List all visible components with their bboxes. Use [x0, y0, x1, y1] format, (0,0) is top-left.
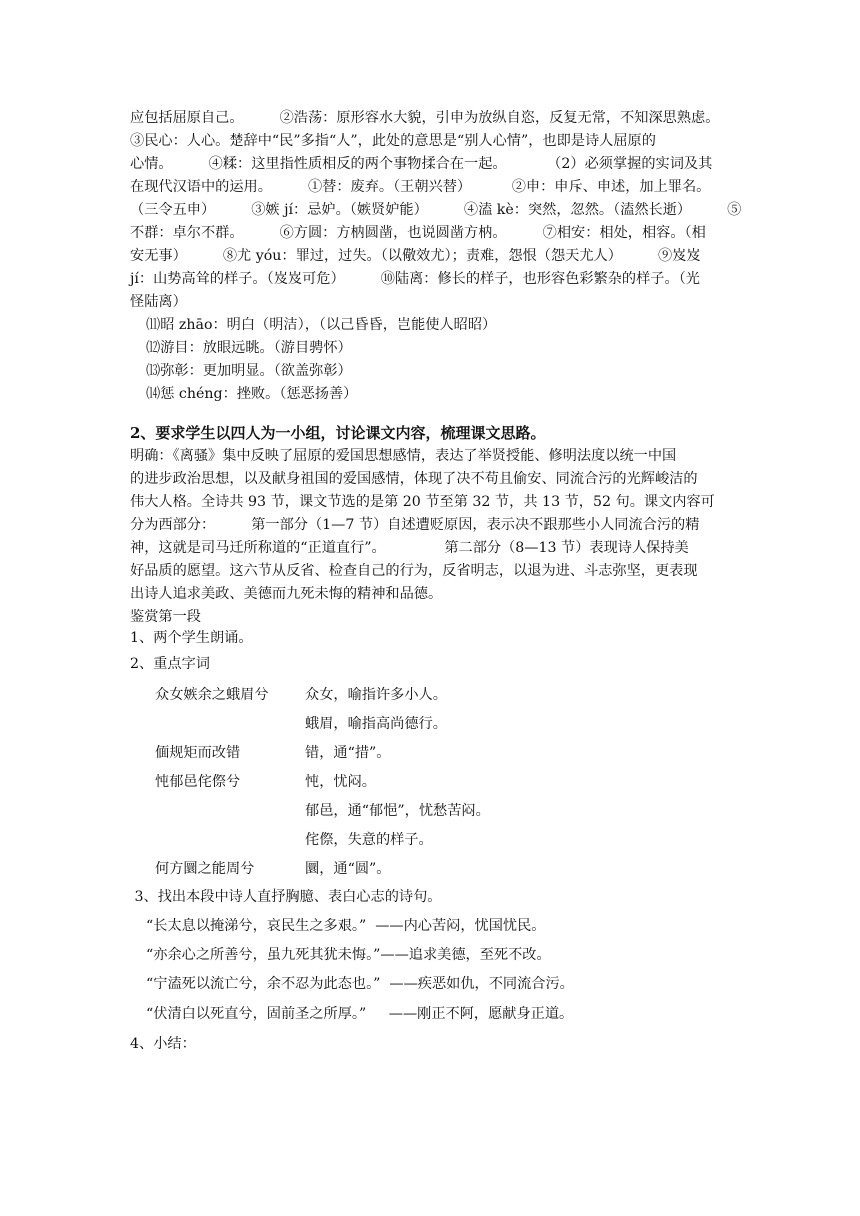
para1-line: jí：山势高耸的样子。（岌岌可危） ⑩陆离：修长的样子，也形容色彩繁杂的样子。（光 — [130, 271, 700, 287]
para1-line: 应包括屈原自己。 ②浩荡：原形容水大貌，引申为放纵自恣，反复无常，不知深思熟虑。 — [130, 110, 720, 126]
vocab-extra-item: ⒁惩 chéng：挫败。（惩恶扬善） — [146, 386, 358, 402]
section2-heading: 2、要求学生以四人为一小组，讨论课文内容，梳理课文思路。 — [130, 424, 546, 442]
step-4: 4、小结： — [130, 1036, 196, 1052]
step-1: 1、两个学生朗诵。 — [130, 630, 253, 646]
para2-line: 神，这就是司马迁所称道的“正道直行”。 第二部分（8—13 节）表现诗人保持美 — [130, 540, 689, 556]
para1-line: 心情。 ④糅：这里指性质相反的两个事物揉合在一起。 （2）必须掌握的实词及其 — [130, 156, 713, 172]
para1-line: 在现代汉语中的运用。 ①替：废弃。（王朝兴替） ②申：申斥、申述，加上罪名。 — [130, 179, 711, 195]
para1-line: （三令五申） ③嫉 jí：忌妒。（嫉贤妒能） ④溘 kè：突然，忽然。（溘然长逝） ⑤ — [130, 202, 742, 218]
quote-line: “宁溘死以流亡兮，余不忍为此态也。” ——疾恶如仇，不同流合污。 — [146, 976, 574, 992]
vocab-term: 何方圜之能周兮 — [155, 861, 255, 877]
para2-line: 明确：《离骚》集中反映了屈原的爱国思想感情，表达了举贤授能、修明法度以统一中国 — [130, 448, 677, 464]
para2-line: 伟大人格。全诗共 93 节，课文节选的是第 20 节至第 32 节，共 13 节，52 句。课文内容可 — [130, 494, 715, 510]
para1-line: ③民心：人心。楚辞中“民”多指“人”，此处的意思是“别人心情”，也即是诗人屈原的 — [130, 133, 656, 149]
para2-line: 的进步政治思想，以及献身祖国的爱国感情，体现了决不苟且偷安、同流合污的光辉峻洁的 — [130, 471, 698, 487]
para1-line: 怪陆离） — [130, 294, 187, 310]
quote-line: “长太息以掩涕兮，哀民生之多艰。” ——内心苦闷，忧国忧民。 — [146, 918, 546, 934]
vocab-extra-item: ⑾昭 zhāo：明白（明洁），（以己昏昏，岂能使人昭昭） — [146, 317, 497, 333]
para1-line: 安无事） ⑧尤 yóu：罪过，过失。（以儆效尤）；责难，怨恨（怨天尤人） ⑨岌岌 — [130, 248, 701, 264]
step-3: 3、找出本段中诗人直抒胸臆、表白心志的诗句。 — [130, 889, 442, 905]
appreciate-title: 鉴赏第一段 — [130, 609, 201, 625]
vocab-term: 众女嫉余之蛾眉兮 — [155, 687, 269, 703]
vocab-definition: 郁邑，通“郁悒”，忧愁苦闷。 — [305, 803, 490, 819]
vocab-definition: 圜，通“圆”。 — [305, 861, 391, 877]
vocab-definition: 众女，喻指许多小人。 — [305, 687, 447, 703]
quote-line: “亦余心之所善兮，虽九死其犹未悔。”——追求美德，至死不改。 — [146, 947, 551, 963]
para2-line: 好品质的愿望。这六节从反省、检查自己的行为，反省明志，以退为进、斗志弥坚，更表现 — [130, 563, 698, 579]
vocab-definition: 错，通“措”。 — [305, 745, 391, 761]
vocab-extra-item: ⑿游目：放眼远眺。（游目骋怀） — [146, 340, 352, 356]
para1-line: 不群：卓尔不群。 ⑥方圆：方枘圆凿，也说圆凿方枘。 ⑦相安：相处，相容。（相 — [130, 225, 706, 241]
vocab-definition: 侘傺，失意的样子。 — [305, 832, 433, 848]
vocab-definition: 忳，忧闷。 — [305, 774, 376, 790]
para2-line: 分为西部分： 第一部分（1—7 节）自述遭贬原因，表示决不跟那些小人同流合污的精 — [130, 517, 700, 533]
vocab-term: 忳郁邑侘傺兮 — [155, 774, 241, 790]
vocab-term: 偭规矩而改错 — [155, 745, 241, 761]
para2-line: 出诗人追求美政、美德而九死未悔的精神和品德。 — [130, 586, 443, 602]
quote-line: “伏清白以死直兮，固前圣之所厚。” ——刚正不阿，愿献身正道。 — [146, 1006, 574, 1022]
vocab-definition: 蛾眉，喻指高尚德行。 — [305, 716, 447, 732]
vocab-extra-item: ⒀弥彰：更加明显。（欲盖弥彰） — [146, 363, 352, 379]
step-2: 2、重点字词 — [130, 656, 210, 672]
